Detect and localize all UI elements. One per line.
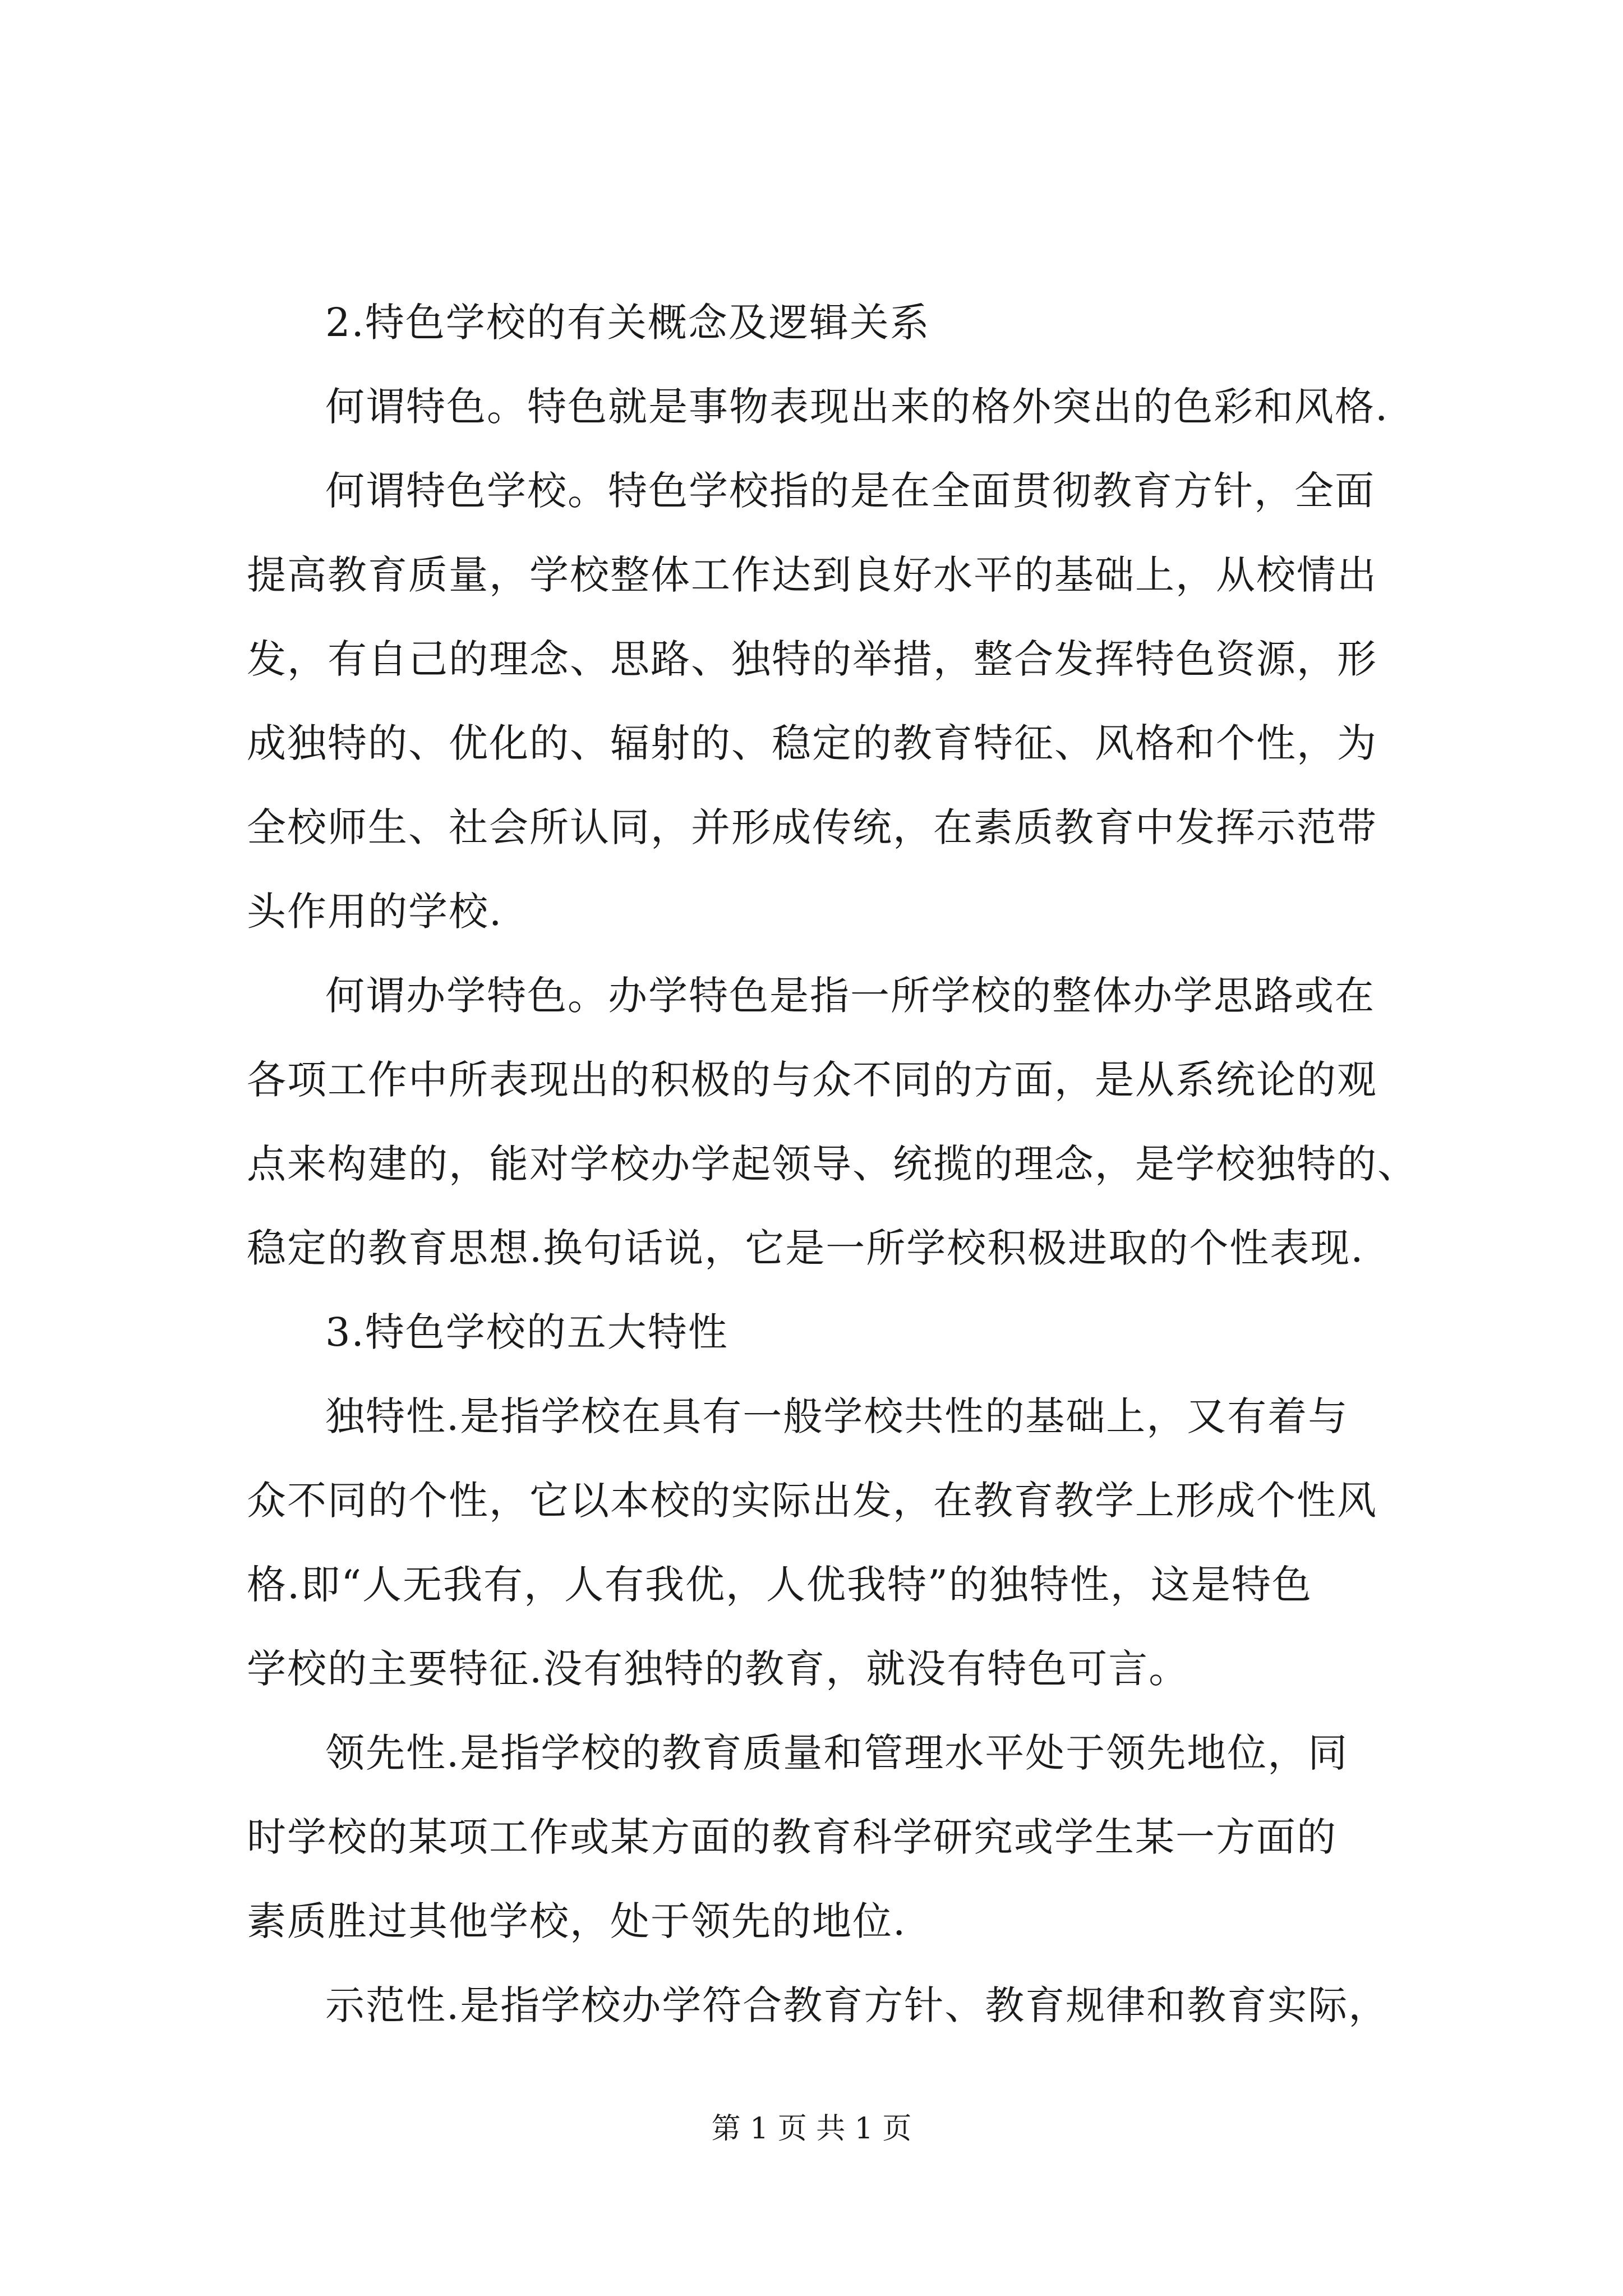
text-line: 何谓办学特色。办学特色是指一所学校的整体办学思路或在 bbox=[325, 973, 1375, 1019]
page-footer: 第 1 页 共 1 页 bbox=[711, 2112, 912, 2146]
text-line: 头作用的学校. bbox=[247, 889, 503, 935]
text-line: 何谓特色学校。特色学校指的是在全面贯彻教育方针，全面 bbox=[325, 468, 1375, 514]
text-line: 时学校的某项工作或某方面的教育科学研究或学生某一方面的 bbox=[247, 1814, 1337, 1860]
text-line: 稳定的教育思想.换句话说，它是一所学校积极进取的个性表现. bbox=[247, 1225, 1364, 1271]
text-line: 众不同的个性，它以本校的实际出发，在教育教学上形成个性风 bbox=[247, 1478, 1377, 1524]
text-line: 2.特色学校的有关概念及逻辑关系 bbox=[325, 300, 930, 346]
text-line: 格.即“人无我有，人有我优，人优我特”的独特性，这是特色 bbox=[247, 1562, 1312, 1608]
text-line: 各项工作中所表现出的积极的与众不同的方面，是从系统论的观 bbox=[247, 1057, 1377, 1103]
text-line: 领先性.是指学校的教育质量和管理水平处于领先地位，同 bbox=[325, 1730, 1349, 1776]
text-line: 3.特色学校的五大特性 bbox=[325, 1309, 728, 1355]
text-line: 发，有自己的理念、思路、独特的举措，整合发挥特色资源，形 bbox=[247, 636, 1377, 682]
text-line: 提高教育质量，学校整体工作达到良好水平的基础上，从校情出 bbox=[247, 552, 1377, 598]
text-line: 学校的主要特征.没有独特的教育，就没有特色可言。 bbox=[247, 1646, 1189, 1692]
text-line: 何谓特色。特色就是事物表现出来的格外突出的色彩和风格. bbox=[325, 384, 1389, 430]
text-line: 点来构建的，能对学校办学起领导、统揽的理念，是学校独特的、 bbox=[247, 1141, 1418, 1187]
document-body bbox=[247, 280, 1424, 2047]
text-line: 成独特的、优化的、辐射的、稳定的教育特征、风格和个性，为 bbox=[247, 720, 1377, 766]
text-line: 素质胜过其他学校，处于领先的地位. bbox=[247, 1898, 907, 1944]
text-line: 示范性.是指学校办学符合教育方针、教育规律和教育实际， bbox=[325, 1982, 1389, 2028]
text-line: 全校师生、社会所认同，并形成传统，在素质教育中发挥示范带 bbox=[247, 804, 1377, 850]
text-line: 独特性.是指学校在具有一般学校共性的基础上，又有着与 bbox=[325, 1393, 1349, 1439]
